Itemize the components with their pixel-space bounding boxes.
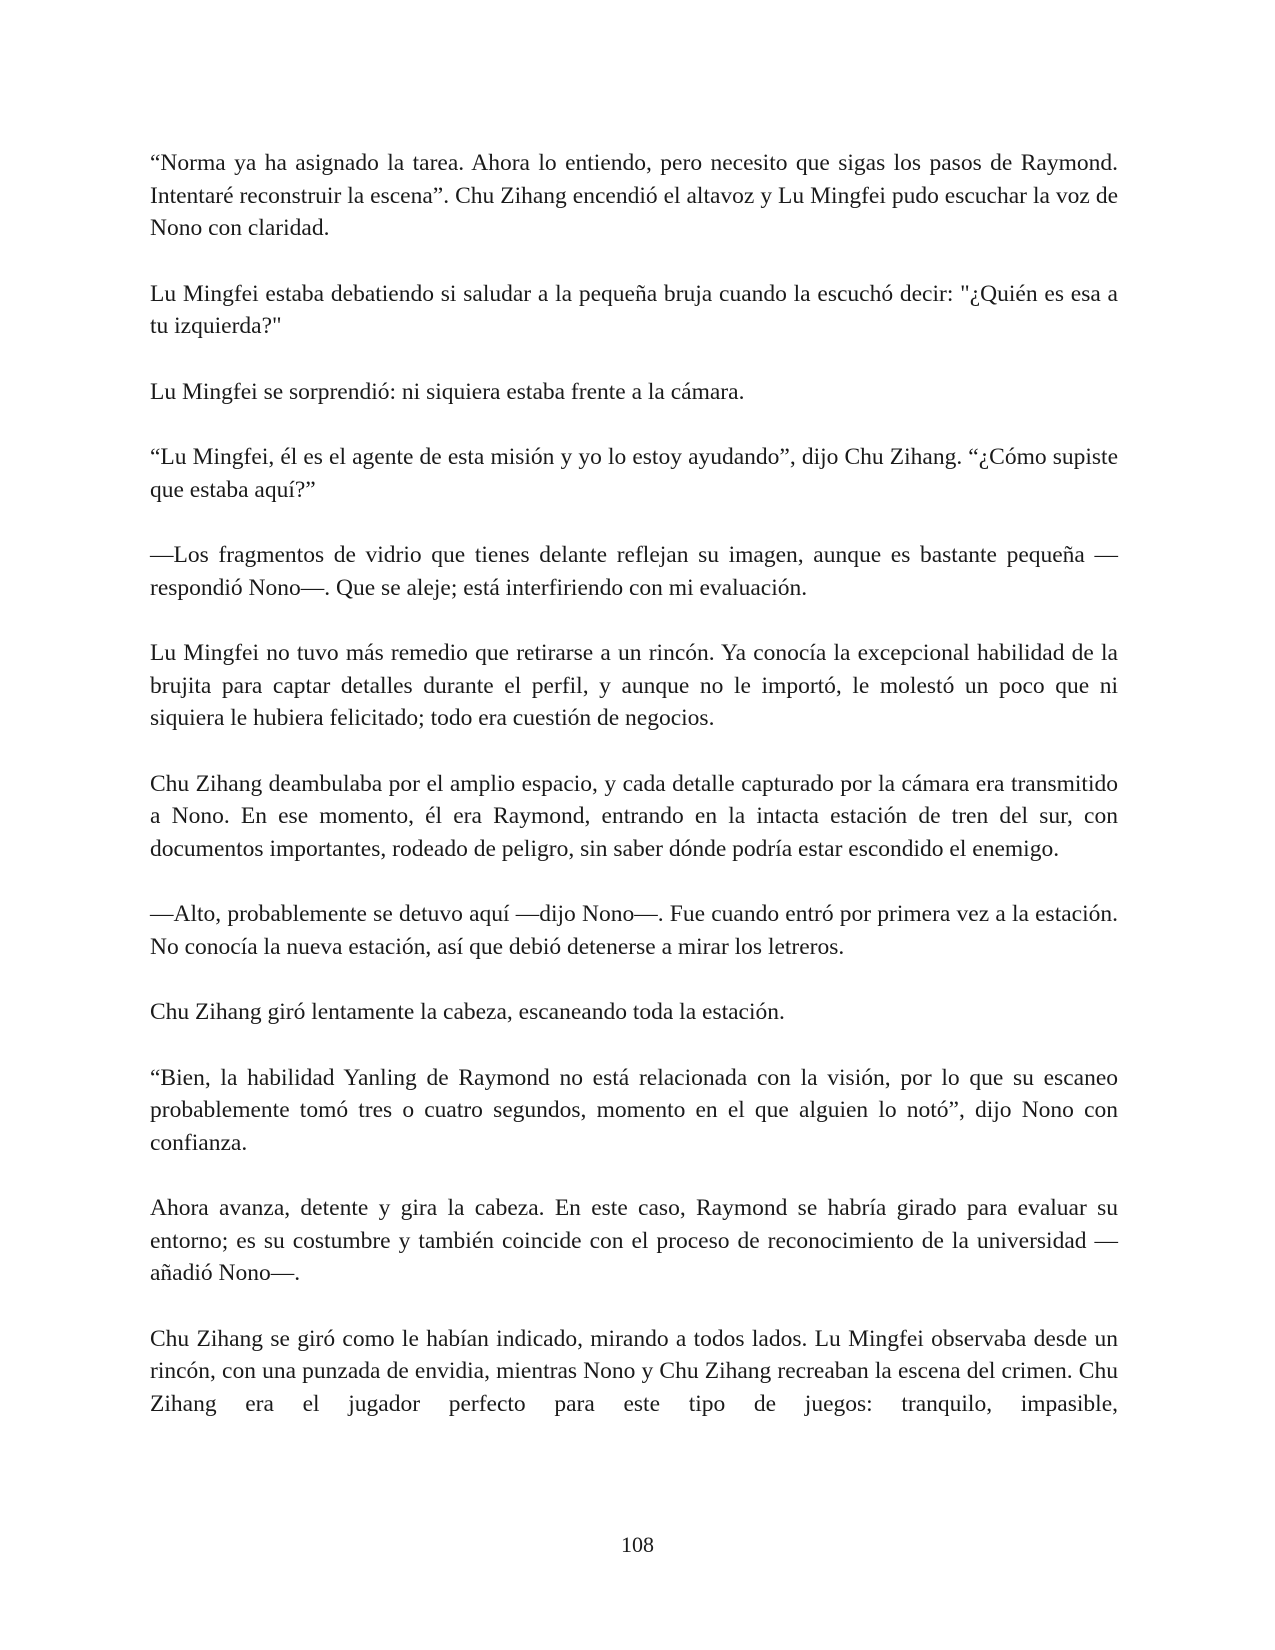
paragraph-9: Chu Zihang giró lentamente la cabeza, escaneando toda la estación. (150, 999, 785, 1025)
body-text (150, 147, 1118, 1420)
paragraph-7: Chu Zihang deambulaba por el amplio espacio, y cada detalle capturado por la cámara era transmitido a Nono. En ese momento, él era Raymond, entrando en la intacta estación de tren del sur, con documentos importantes, rodeado de peligro, sin saber dónde podría estar escondido el enemigo. (150, 770, 1118, 862)
paragraph-4: “Lu Mingfei, él es el agente de esta misión y yo lo estoy ayudando”, dijo Chu Zihang. “¿Cómo supiste que estaba aquí?” (150, 444, 1118, 503)
paragraph-6: Lu Mingfei no tuvo más remedio que retirarse a un rincón. Ya conocía la excepcional habilidad de la brujita para captar detalles durante el perfil, y aunque no le importó, le molestó un poco que ni siquiera le hubiera felicitado; todo era cuestión de negocios. (150, 640, 1118, 731)
paragraph-10: “Bien, la habilidad Yanling de Raymond no está relacionada con la visión, por lo que su escaneo probablemente tomó tres o cuatro segundos, momento en el que alguien lo notó”, dijo Nono con confianza. (150, 1064, 1118, 1156)
paragraph-11: Ahora avanza, detente y gira la cabeza. En este caso, Raymond se habría girado para evaluar su entorno; es su costumbre y también coincide con el proceso de reconocimiento de la universidad —añadió Nono—. (150, 1195, 1118, 1286)
paragraph-5: —Los fragmentos de vidrio que tienes delante reflejan su imagen, aunque es bastante pequeña —respondió Nono—. Que se aleje; está interfiriendo con mi evaluación. (150, 542, 1118, 601)
paragraph-1: “Norma ya ha asignado la tarea. Ahora lo entiendo, pero necesito que sigas los pasos de Raymond. Intentaré reconstruir la escena”. Chu Zihang encendió el altavoz y Lu Mingfei pudo escuchar la voz de Nono con claridad. (150, 150, 1118, 241)
paragraph-2: Lu Mingfei estaba debatiendo si saludar a la pequeña bruja cuando la escuchó decir: "¿Quién es esa a tu izquierda?" (150, 280, 1118, 339)
paragraph-3: Lu Mingfei se sorprendió: ni siquiera estaba frente a la cámara. (150, 378, 745, 405)
paragraph-12: Chu Zihang se giró como le habían indicado, mirando a todos lados. Lu Mingfei observaba desde un rincón, con una punzada de envidia, mientras Nono y Chu Zihang recreaban la escena del crimen. Chu Zihang era el jugador perfecto para este tipo de juegos: tranquilo, impasible, (150, 1325, 1118, 1417)
paragraph-8: —Alto, probablemente se detuvo aquí —dijo Nono—. Fue cuando entró por primera vez a la estación. No conocía la nueva estación, así que debió detenerse a mirar los letreros. (150, 901, 1118, 960)
page-number: 108 (621, 1532, 654, 1557)
